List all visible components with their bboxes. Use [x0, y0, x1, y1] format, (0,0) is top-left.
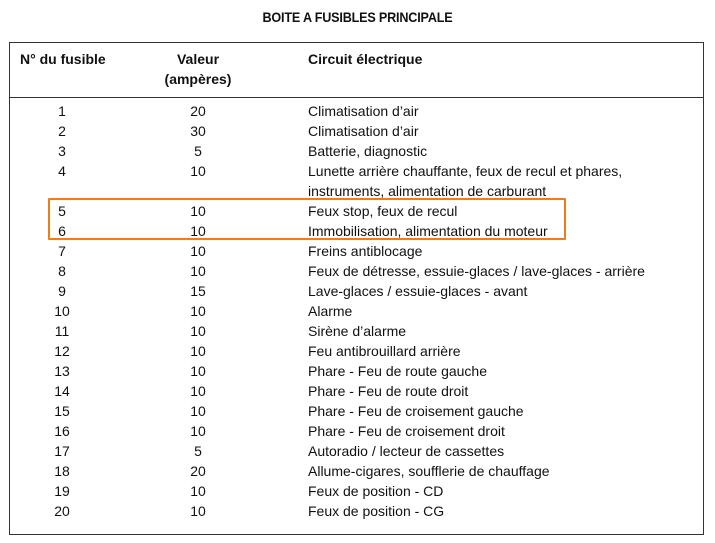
- table-row: [0, 141, 715, 161]
- fuse-number-cell: 16: [54, 423, 70, 439]
- table-row: [0, 441, 715, 461]
- table-row: [0, 461, 715, 481]
- fuse-value-cell: 10: [190, 223, 206, 239]
- circuit-cell: Phare - Feu de route gauche: [308, 363, 488, 379]
- fuse-number-cell: 7: [58, 243, 66, 259]
- fuse-value-cell: 10: [190, 383, 206, 399]
- highlight-box-fuses-5-6: [48, 198, 566, 240]
- fuse-number-cell: 11: [54, 323, 70, 339]
- table-row: [0, 361, 715, 381]
- circuit-cell: Phare - Feu de route droit: [308, 383, 469, 399]
- circuit-cell: Climatisation d’air: [308, 103, 419, 119]
- fuse-value-cell: 5: [194, 443, 202, 459]
- fuse-number-cell: 6: [58, 223, 66, 239]
- table-row: [0, 341, 715, 361]
- fuse-value-cell: 10: [190, 483, 206, 499]
- table-row: [0, 261, 715, 281]
- circuit-cell: Feux de détresse, essuie-glaces / lave-glaces - arrière: [308, 263, 645, 279]
- fuse-number-cell: 20: [54, 503, 70, 519]
- circuit-cell: Allume-cigares, soufflerie de chauffage: [308, 463, 550, 479]
- fuse-number-cell: 1: [58, 103, 66, 119]
- table-row: [0, 401, 715, 421]
- table-row: [0, 421, 715, 441]
- circuit-cell: Autoradio / lecteur de cassettes: [308, 443, 505, 459]
- fuse-value-cell: 10: [190, 203, 206, 219]
- fuse-value-cell: 20: [190, 103, 206, 119]
- table-bottom-border: [9, 534, 704, 535]
- fuse-number-cell: 17: [54, 443, 70, 459]
- page-title: BOITE A FUSIBLES PRINCIPALE: [262, 9, 453, 25]
- fuse-number-cell: 4: [58, 163, 66, 179]
- circuit-cell: Batterie, diagnostic: [308, 143, 428, 159]
- header-divider: [9, 97, 704, 98]
- fuse-number-cell: 12: [54, 343, 70, 359]
- fuse-value-cell: 10: [190, 363, 206, 379]
- table-row: [0, 101, 715, 121]
- circuit-cell: Feux stop, feux de recul: [308, 203, 458, 219]
- fuse-number-cell: 18: [54, 463, 70, 479]
- table-row: [0, 161, 715, 201]
- fuse-number-cell: 3: [58, 143, 66, 159]
- fuse-number-cell: 19: [54, 483, 70, 499]
- column-header-value: Valeur (ampères): [164, 51, 232, 87]
- circuit-cell: Feux de position - CG: [308, 503, 445, 519]
- table-row: [0, 481, 715, 501]
- fuse-number-cell: 2: [58, 123, 66, 139]
- circuit-cell: Phare - Feu de croisement droit: [308, 423, 505, 439]
- fuse-value-cell: 30: [190, 123, 206, 139]
- circuit-cell: Immobilisation, alimentation du moteur: [308, 223, 548, 239]
- circuit-cell: Feux de position - CD: [308, 483, 444, 499]
- column-header-fuse-number: N° du fusible: [20, 51, 106, 67]
- fuse-table-body: [0, 101, 715, 521]
- table-row: [0, 281, 715, 301]
- fuse-number-cell: 15: [54, 403, 70, 419]
- table-row: [0, 321, 715, 341]
- fuse-number-cell: 13: [54, 363, 70, 379]
- fuse-value-cell: 10: [190, 323, 206, 339]
- table-row: [0, 501, 715, 521]
- column-header-circuit: Circuit électrique: [308, 51, 423, 67]
- fuse-value-cell: 10: [190, 503, 206, 519]
- circuit-cell: Lunette arrière chauffante, feux de recul et phares, instruments, alimentation de carburant: [308, 163, 623, 199]
- circuit-cell: Lave-glaces / essuie-glaces - avant: [308, 283, 528, 299]
- fuse-number-cell: 8: [58, 263, 66, 279]
- fuse-value-cell: 10: [190, 343, 206, 359]
- circuit-cell: Alarme: [308, 303, 353, 319]
- table-row: [0, 381, 715, 401]
- fuse-number-cell: 5: [58, 203, 66, 219]
- fuse-value-cell: 10: [190, 403, 206, 419]
- table-row: [0, 121, 715, 141]
- fuse-value-cell: 10: [190, 243, 206, 259]
- fuse-value-cell: 15: [190, 283, 206, 299]
- fuse-value-cell: 20: [190, 463, 206, 479]
- fuse-number-cell: 9: [58, 283, 66, 299]
- circuit-cell: Feu antibrouillard arrière: [308, 343, 461, 359]
- circuit-cell: Climatisation d’air: [308, 123, 419, 139]
- fuse-value-cell: 10: [190, 263, 206, 279]
- circuit-cell: Phare - Feu de croisement gauche: [308, 403, 524, 419]
- circuit-cell: Freins antiblocage: [308, 243, 423, 259]
- table-row: [0, 301, 715, 321]
- fuse-number-cell: 10: [54, 303, 70, 319]
- fuse-value-cell: 10: [190, 163, 206, 179]
- fuse-value-cell: 10: [190, 303, 206, 319]
- fuse-value-cell: 10: [190, 423, 206, 439]
- table-row: [0, 241, 715, 261]
- fuse-value-cell: 5: [194, 143, 202, 159]
- fuse-number-cell: 14: [54, 383, 70, 399]
- circuit-cell: Sirène d’alarme: [308, 323, 407, 339]
